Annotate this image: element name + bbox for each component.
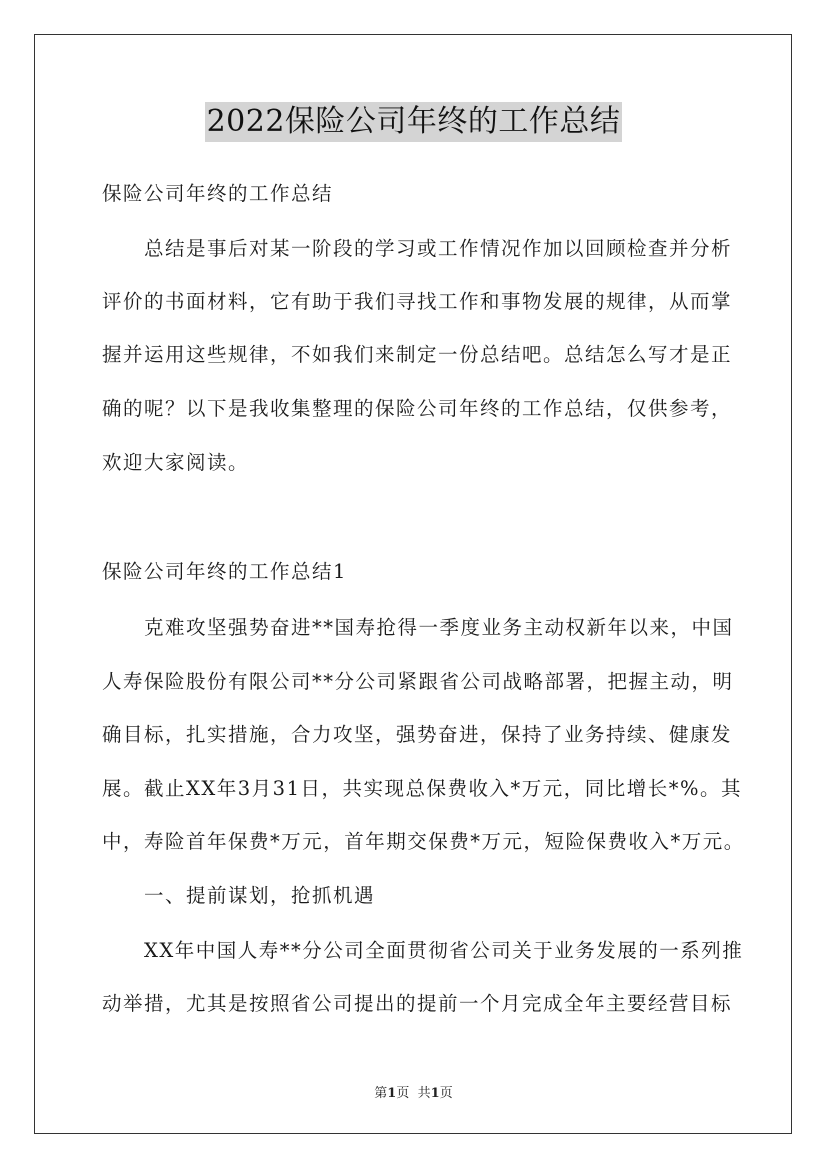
section-line: 人寿保险股份有限公司**分公司紧跟省公司战略部署，把握主动，明 bbox=[102, 670, 734, 693]
title-container bbox=[0, 102, 827, 142]
section-line: 中，寿险首年保费*万元，首年期交保费*万元，短险保费收入*万元。 bbox=[102, 830, 745, 853]
section-line: 展。截止XX年3月31日，共实现总保费收入*万元，同比增长*%。其 bbox=[102, 777, 743, 800]
subtitle: 保险公司年终的工作总结 bbox=[102, 182, 334, 205]
intro-line: 总结是事后对某一阶段的学习或工作情况作加以回顾检查并分析 bbox=[144, 237, 733, 260]
paragraph-line: 动举措，尤其是按照省公司提出的提前一个月完成全年主要经营目标 bbox=[102, 992, 733, 1015]
page-number: 1 bbox=[387, 1086, 397, 1101]
subheading: 一、提前谋划，抢抓机遇 bbox=[144, 884, 376, 907]
total-number: 1 bbox=[430, 1086, 440, 1101]
document-title: 2022保险公司年终的工作总结 bbox=[205, 102, 623, 142]
total-unit: 页 bbox=[439, 1086, 453, 1101]
section-line: 确目标，扎实措施，合力攻坚，强势奋进，保持了业务持续、健康发 bbox=[102, 723, 733, 746]
page-unit: 页 bbox=[396, 1086, 410, 1101]
intro-line: 评价的书面材料，它有助于我们寻找工作和事物发展的规律，从而掌 bbox=[102, 290, 733, 313]
section-line: 克难攻坚强势奋进**国寿抢得一季度业务主动权新年以来，中国 bbox=[144, 616, 734, 639]
intro-line: 握并运用这些规律，不如我们来制定一份总结吧。总结怎么写才是正 bbox=[102, 343, 733, 366]
total-prefix: 共 bbox=[417, 1086, 431, 1101]
intro-line: 欢迎大家阅读。 bbox=[102, 451, 250, 474]
section-heading: 保险公司年终的工作总结1 bbox=[102, 560, 347, 583]
page-prefix: 第 bbox=[374, 1086, 388, 1101]
intro-line: 确的呢？以下是我收集整理的保险公司年终的工作总结，仅供参考， bbox=[102, 397, 733, 420]
page-footer bbox=[0, 1082, 827, 1101]
paragraph-line: XX年中国人寿**分公司全面贯彻省公司关于业务发展的一系列推 bbox=[144, 939, 744, 962]
